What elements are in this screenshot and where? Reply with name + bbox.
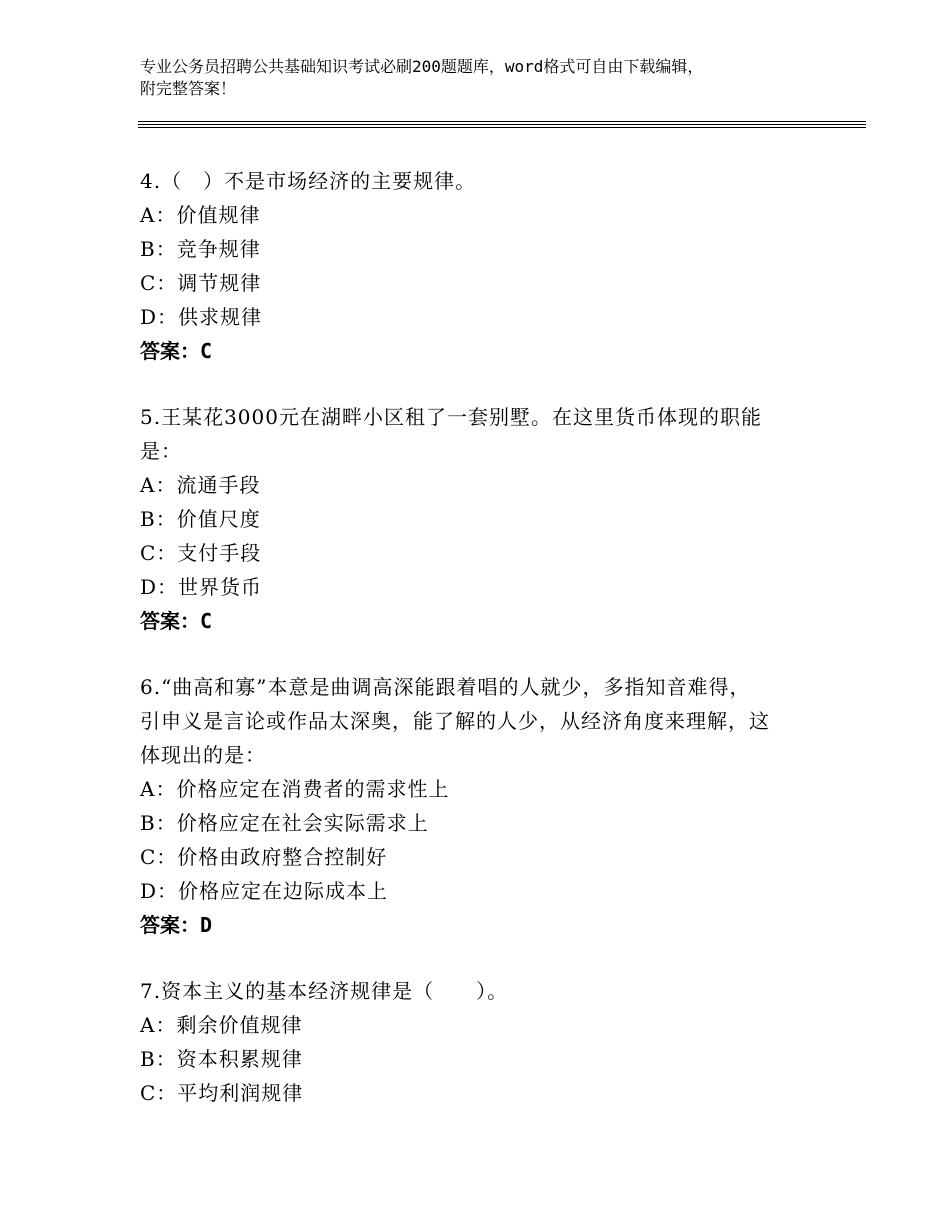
answer-option: C：价格由政府整合控制好 [140, 845, 388, 869]
question-block [140, 670, 840, 942]
question-stem: 7.资本主义的基本经济规律是（ ）。 [140, 979, 509, 1003]
question-stem: 6.“曲高和寡”本意是曲调高深能跟着唱的人就少，多指知音难得， [140, 675, 751, 699]
question-stem: 是： [140, 439, 182, 463]
header-rule-middle [138, 124, 866, 125]
answer-option: B：资本积累规律 [140, 1047, 303, 1071]
answer-key: 答案：C [140, 339, 213, 363]
answer-option: D：价格应定在边际成本上 [140, 879, 389, 903]
question-stem: 4.（ ）不是市场经济的主要规律。 [140, 169, 477, 193]
answer-option: B：价格应定在社会实际需求上 [140, 811, 429, 835]
answer-option: D：供求规律 [140, 305, 263, 329]
answer-option: C：平均利润规律 [140, 1081, 304, 1105]
answer-option: A：价格应定在消费者的需求性上 [140, 777, 450, 801]
header-rule-top [138, 121, 866, 122]
document-header [140, 56, 820, 100]
answer-option: A：价值规律 [140, 203, 261, 227]
answer-option: A：剩余价值规律 [140, 1013, 303, 1037]
header-rule-bottom [138, 127, 866, 128]
answer-option: B：价值尺度 [140, 507, 261, 531]
answer-option: A：流通手段 [140, 473, 261, 497]
answer-key: 答案：C [140, 609, 213, 633]
question-list [140, 164, 840, 1142]
answer-option: B：竞争规律 [140, 237, 261, 261]
header-line-1: 专业公务员招聘公共基础知识考试必刷200题题库，word格式可自由下载编辑， [140, 57, 704, 76]
question-stem: 5.王某花3000元在湖畔小区租了一套别墅。在这里货币体现的职能 [140, 405, 762, 429]
answer-option: C：调节规律 [140, 271, 262, 295]
question-block [140, 974, 840, 1110]
question-block [140, 400, 840, 638]
question-stem: 引申义是言论或作品太深奥，能了解的人少，从经济角度来理解，这 [140, 709, 770, 733]
answer-key: 答案：D [140, 913, 213, 937]
question-block [140, 164, 840, 368]
question-stem: 体现出的是： [140, 743, 266, 767]
answer-option: D：世界货币 [140, 575, 263, 599]
header-line-2: 附完整答案！ [140, 79, 237, 98]
answer-option: C：支付手段 [140, 541, 262, 565]
